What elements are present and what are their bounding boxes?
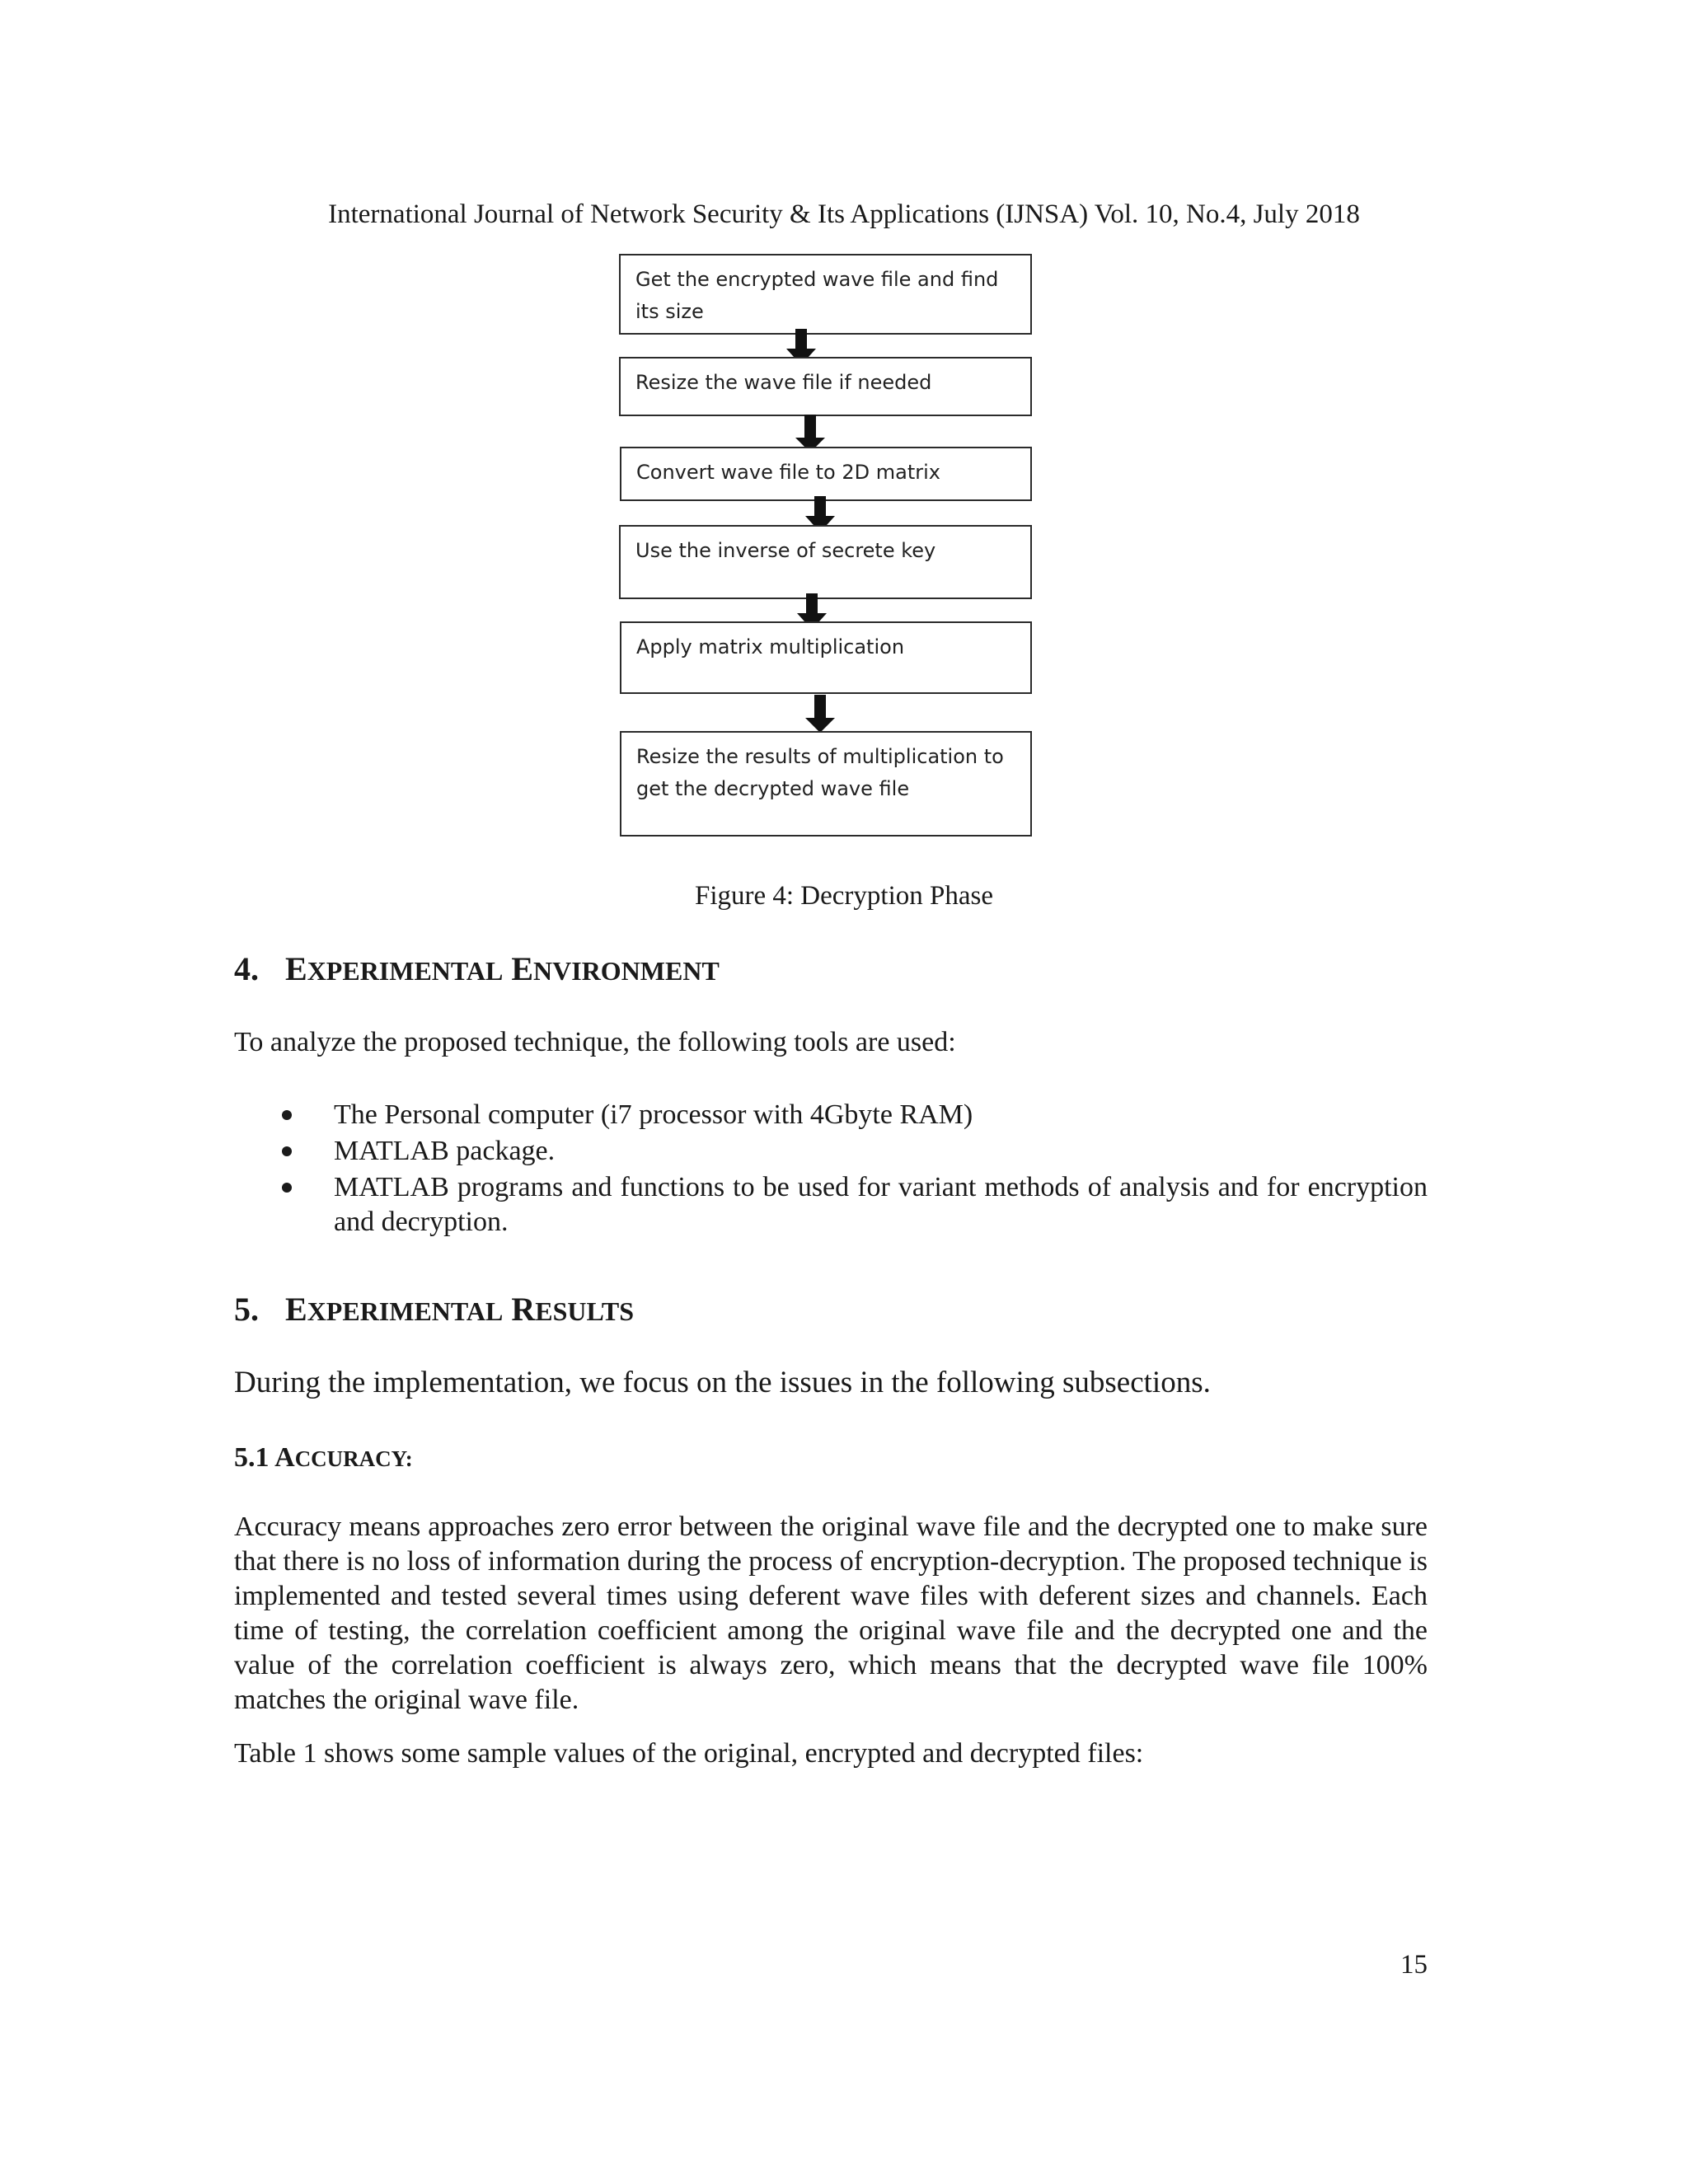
list-item-text: MATLAB programs and functions to be used for variant methods of analysis and for encryption and decryption. — [334, 1172, 1428, 1237]
section-5-intro: During the implementation, we focus on the issues in the following subsections. — [234, 1366, 1211, 1399]
down-arrow-icon — [804, 691, 837, 737]
subsection-5-1-heading — [234, 1441, 413, 1476]
flow-step-text: Convert wave file to 2D matrix — [636, 461, 940, 484]
flow-step-text: Get the encrypted wave file and find — [635, 268, 999, 291]
section-number: 5.1 — [234, 1442, 270, 1473]
bullet-icon — [282, 1146, 292, 1156]
list-item — [234, 1134, 1428, 1169]
section-4-heading — [234, 949, 720, 991]
flow-step-text: Resize the wave file if needed — [635, 371, 932, 394]
heading-text: CCURACY: — [294, 1446, 413, 1471]
heading-text: NVIRONMENT — [533, 956, 720, 986]
section-number: 5. — [234, 1291, 259, 1328]
section-number: 4. — [234, 950, 259, 987]
flow-step-text: get the decrypted wave file — [636, 777, 910, 800]
flow-step-inverse-key — [619, 525, 1032, 599]
figure-caption: Figure 4: Decryption Phase — [694, 881, 994, 911]
heading-text: ESULTS — [535, 1296, 635, 1326]
heading-text: XPERIMENTAL — [307, 1296, 504, 1326]
flow-step-resize-wave-file — [619, 357, 1032, 416]
tools-list — [234, 1098, 1428, 1241]
bullet-icon — [282, 1110, 292, 1120]
flow-step-text: Use the inverse of secrete key — [635, 539, 936, 562]
flow-step-convert-to-matrix — [620, 447, 1032, 501]
heading-initial: E — [511, 950, 534, 987]
heading-initial: E — [285, 1291, 307, 1328]
heading-initial: A — [274, 1442, 295, 1473]
accuracy-paragraph: Accuracy means approaches zero error between the original wave file and the decrypted one to make sure that there is no loss of information during the process of encryption-decryption. The proposed technique is implemented and tested several times using deferent wave files with deferent sizes and channels. Each time of testing, the correlation coefficient among the original wave file and the decrypted one and the value of the correlation coefficient is always zero, which means that the decrypted wave file 100% matches the original wave file. — [234, 1511, 1428, 1715]
list-item — [234, 1170, 1428, 1240]
heading-initial: R — [511, 1291, 536, 1328]
flow-step-resize-results — [620, 731, 1032, 837]
flow-step-text: Resize the results of multiplication to — [636, 745, 1004, 768]
section-4-intro: To analyze the proposed technique, the following tools are used: — [234, 1027, 956, 1057]
running-header: International Journal of Network Security & Its Applications (IJNSA) Vol. 10, No.4, July 2018 — [328, 199, 1360, 229]
bullet-icon — [282, 1183, 292, 1193]
section-5-heading — [234, 1290, 634, 1331]
flow-step-matrix-multiplication — [620, 621, 1032, 694]
list-item-text: MATLAB package. — [334, 1136, 556, 1166]
heading-text: XPERIMENTAL — [307, 956, 504, 986]
flow-step-text: Apply matrix multiplication — [636, 635, 905, 658]
list-item — [234, 1098, 1428, 1132]
flow-step-get-encrypted-file — [619, 254, 1032, 335]
table-intro: Table 1 shows some sample values of the original, encrypted and decrypted files: — [234, 1738, 1144, 1769]
list-item-text: The Personal computer (i7 processor with 4Gbyte RAM) — [334, 1099, 973, 1130]
heading-initial: E — [285, 950, 307, 987]
flow-step-text: its size — [635, 300, 704, 323]
page-number: 15 — [1400, 1950, 1428, 1980]
